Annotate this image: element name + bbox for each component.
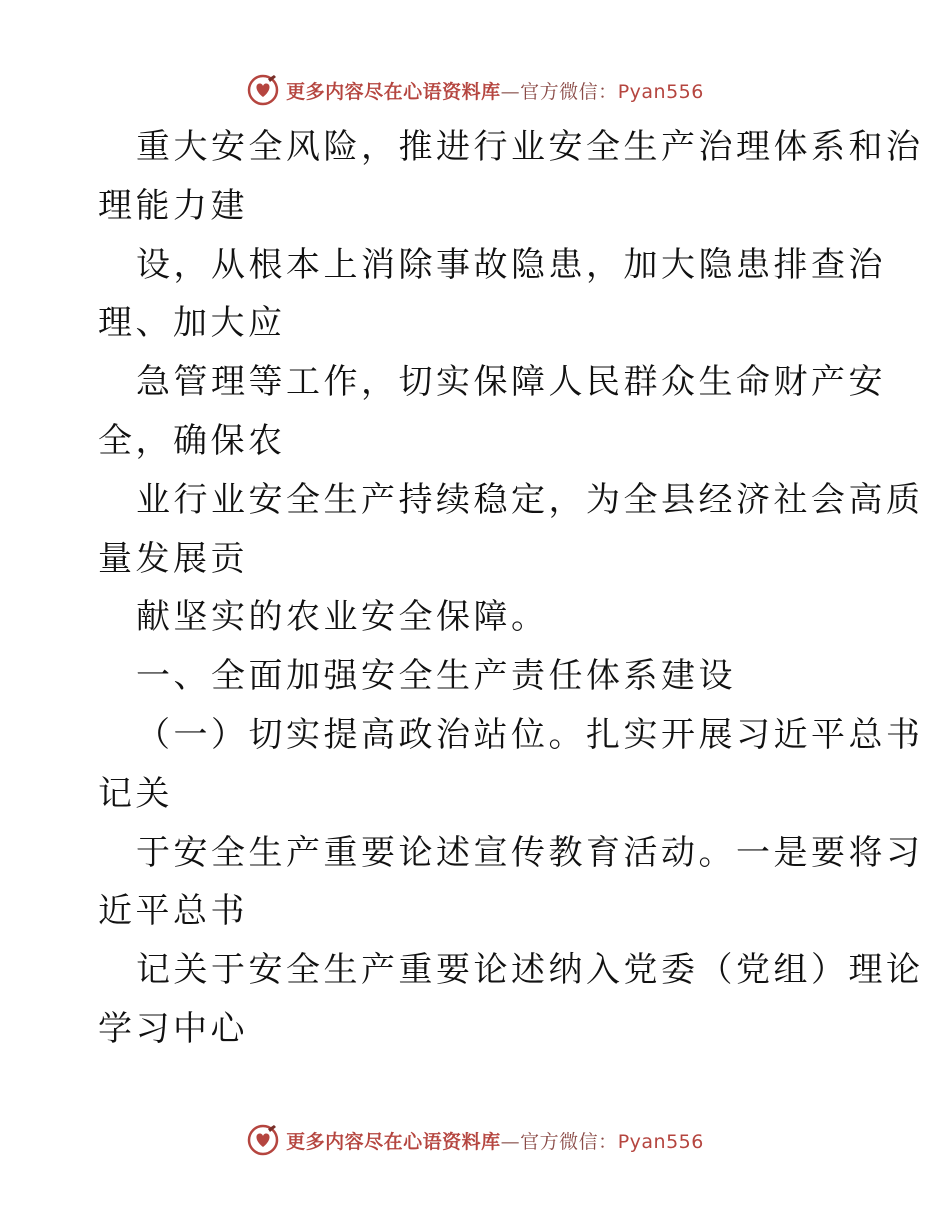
text-line: 记关于安全生产重要论述纳入党委（党组）理论: [136, 950, 924, 991]
text-line: 全，确保农: [98, 420, 286, 461]
text-line: 学习中心: [98, 1008, 248, 1049]
text-line: 重大安全风险，推进行业安全生产治理体系和治: [136, 127, 924, 167]
banner-separator: —: [500, 80, 521, 103]
text-line: 一、全面加强安全生产责任体系建设: [136, 656, 736, 697]
banner-account-id: Pyan556: [617, 80, 704, 103]
text-line: 量发展贡: [98, 538, 248, 579]
header-watermark-banner: [0, 70, 950, 110]
text-line: 理、加大应: [98, 303, 286, 344]
text-line: 于安全生产重要论述宣传教育活动。一是要将习: [136, 832, 924, 873]
text-line: 记关: [98, 773, 173, 814]
banner-separator: —: [500, 1130, 521, 1153]
text-line: 理能力建: [98, 185, 248, 226]
banner-account-id: Pyan556: [617, 1130, 704, 1153]
heart-pen-logo-icon: [246, 73, 280, 107]
text-line: 急管理等工作，切实保障人民群众生命财产安: [136, 362, 886, 403]
text-line: 献坚实的农业安全保障。: [136, 597, 549, 638]
banner-main-text: 更多内容尽在心语资料库: [286, 80, 501, 103]
banner-label: 官方微信：: [520, 1130, 618, 1153]
footer-watermark-banner: [0, 1120, 950, 1160]
text-line: 近平总书: [98, 891, 248, 932]
banner-main-text: 更多内容尽在心语资料库: [286, 1130, 501, 1153]
text-line: 业行业安全生产持续稳定，为全县经济社会高质: [136, 479, 924, 520]
banner-label: 官方微信：: [520, 80, 618, 103]
text-line: 设，从根本上消除事故隐患，加大隐患排查治: [136, 244, 886, 285]
heart-pen-logo-icon: [246, 1123, 280, 1157]
document-body: [98, 118, 924, 1059]
text-line: （一）切实提高政治站位。扎实开展习近平总书: [136, 714, 924, 755]
